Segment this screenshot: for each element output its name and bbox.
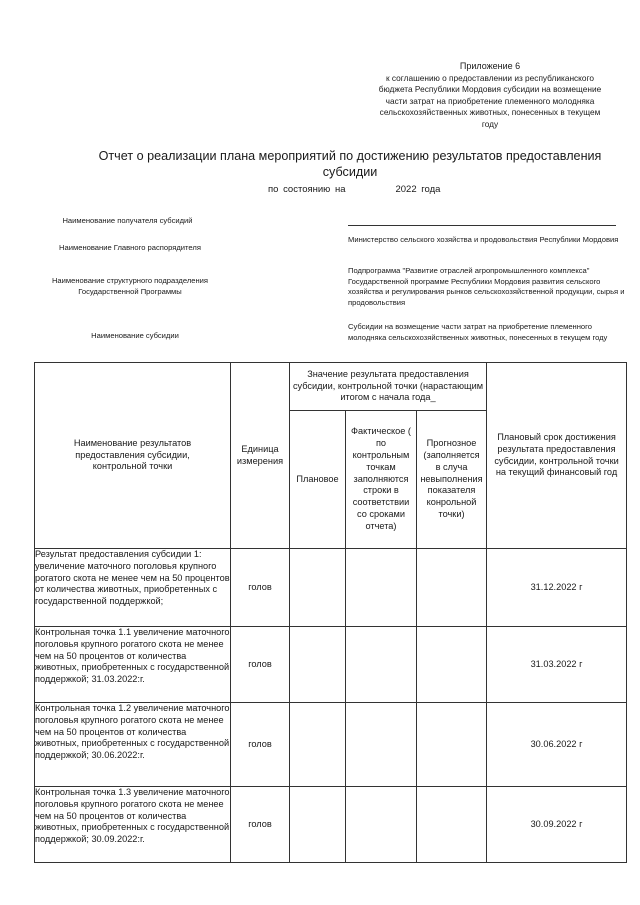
row-unit: голов bbox=[231, 549, 290, 627]
appendix-heading: Приложение 6 bbox=[459, 61, 521, 71]
row-actual[interactable] bbox=[346, 703, 417, 787]
division-value: Подпрограмма "Развитие отраслей агропромышленного комплекса" Государственной программе Республики Мордовия развития сельского хозяйства и регулирования рынков сельскохозяйственной продукции, сырья и продовольствия bbox=[348, 266, 625, 307]
row-forecast[interactable] bbox=[417, 703, 487, 787]
row-planned[interactable] bbox=[290, 549, 346, 627]
row-deadline: 31.12.2022 г bbox=[487, 549, 627, 627]
header-unit: Единица измерения bbox=[231, 363, 290, 549]
header-value-group: Значение результата предоставления субсидии, контрольной точки (нарастающим итогом с начала года_ bbox=[290, 363, 487, 411]
row-planned[interactable] bbox=[290, 703, 346, 787]
report-title-line: Отчет о реализации плана мероприятий по достижению результатов предоставления bbox=[98, 149, 602, 163]
as-of-label: по состоянию на bbox=[268, 184, 346, 195]
header-actual: Фактическое ( по контрольным точкам заполняются строки в соответствии со сроками отчета) bbox=[346, 411, 417, 549]
row-name: Контрольная точка 1.1 увеличение маточного поголовья крупного рогатого скота не менее чем на 50 процентов от количества животных, приобретенных с государственной поддержкой; 31.03.2022:г. bbox=[35, 627, 231, 703]
row-deadline: 30.06.2022 г bbox=[487, 703, 627, 787]
as-of-year: 2022 года bbox=[395, 184, 441, 195]
row-unit: голов bbox=[231, 703, 290, 787]
appendix-line: части затрат на приобретение племенного молодняка bbox=[385, 95, 595, 106]
recipient-label: Наименование получателя субсидий bbox=[62, 216, 193, 225]
header-deadline: Плановый срок достижения результата предоставления субсидии, контрольной точки на текущий финансовый год bbox=[487, 363, 627, 549]
report-title-line: субсидии bbox=[322, 165, 378, 179]
subsidy-value: Субсидии на возмещение части затрат на приобретение племенного молодняка сельскохозяйственных животных, понесенных в текущем году bbox=[348, 322, 608, 342]
subsidy-label: Наименование субсидии bbox=[91, 331, 179, 340]
row-actual[interactable] bbox=[346, 787, 417, 863]
row-name: Контрольная точка 1.2 увеличение маточного поголовья крупного рогатого скота не менее чем на 50 процентов от количества животных, приобретенных с государственной поддержкой; 30.06.2022:г. bbox=[35, 703, 231, 787]
appendix-line: к соглашению о предоставлении из республиканского bbox=[386, 72, 594, 83]
results-table bbox=[34, 362, 627, 863]
table-row bbox=[35, 549, 627, 627]
table-row bbox=[35, 703, 627, 787]
appendix-line: сельскохозяйственных животных, понесенных в текущем bbox=[379, 107, 601, 118]
report-title bbox=[60, 148, 640, 180]
header-forecast: Прогнозное (заполняется в случа невыполнения показателя конрольной точки) bbox=[417, 411, 487, 549]
manager-label: Наименование Главного распорядителя bbox=[59, 243, 201, 252]
manager-value: Министерство сельского хозяйства и продовольствия Республики Мордовия bbox=[348, 235, 619, 244]
table-row bbox=[35, 627, 627, 703]
appendix-line: бюджета Республики Мордовия субсидии на возмещение bbox=[378, 84, 602, 95]
row-deadline: 31.03.2022 г bbox=[487, 627, 627, 703]
as-of-line bbox=[268, 184, 440, 195]
row-deadline: 30.09.2022 г bbox=[487, 787, 627, 863]
row-name: Контрольная точка 1.3 увеличение маточного поголовья крупного рогатого скота не менее чем на 50 процентов от количества животных, приобретенных с государственной поддержкой; 30.09.2022:г. bbox=[35, 787, 231, 863]
row-forecast[interactable] bbox=[417, 549, 487, 627]
row-actual[interactable] bbox=[346, 627, 417, 703]
header-planned: Плановое bbox=[290, 411, 346, 549]
division-label: Наименование структурного подразделения Государственной Программы bbox=[51, 276, 209, 296]
table-header-row bbox=[35, 363, 627, 411]
header-name: Наименование результатов предоставления субсидии, контрольной точки bbox=[35, 363, 231, 549]
table-row bbox=[35, 787, 627, 863]
row-name: Результат предоставления субсидии 1: увеличение маточного поголовья крупного рогатого скота не менее чем на 50 процентов от количества животных, приобретенных с государственной поддержкой; bbox=[35, 549, 231, 627]
appendix-block bbox=[350, 61, 630, 131]
row-unit: голов bbox=[231, 787, 290, 863]
appendix-line: году bbox=[481, 118, 499, 129]
row-unit: голов bbox=[231, 627, 290, 703]
row-forecast[interactable] bbox=[417, 787, 487, 863]
row-planned[interactable] bbox=[290, 787, 346, 863]
row-actual[interactable] bbox=[346, 549, 417, 627]
recipient-value-line bbox=[348, 225, 616, 226]
row-planned[interactable] bbox=[290, 627, 346, 703]
row-forecast[interactable] bbox=[417, 627, 487, 703]
